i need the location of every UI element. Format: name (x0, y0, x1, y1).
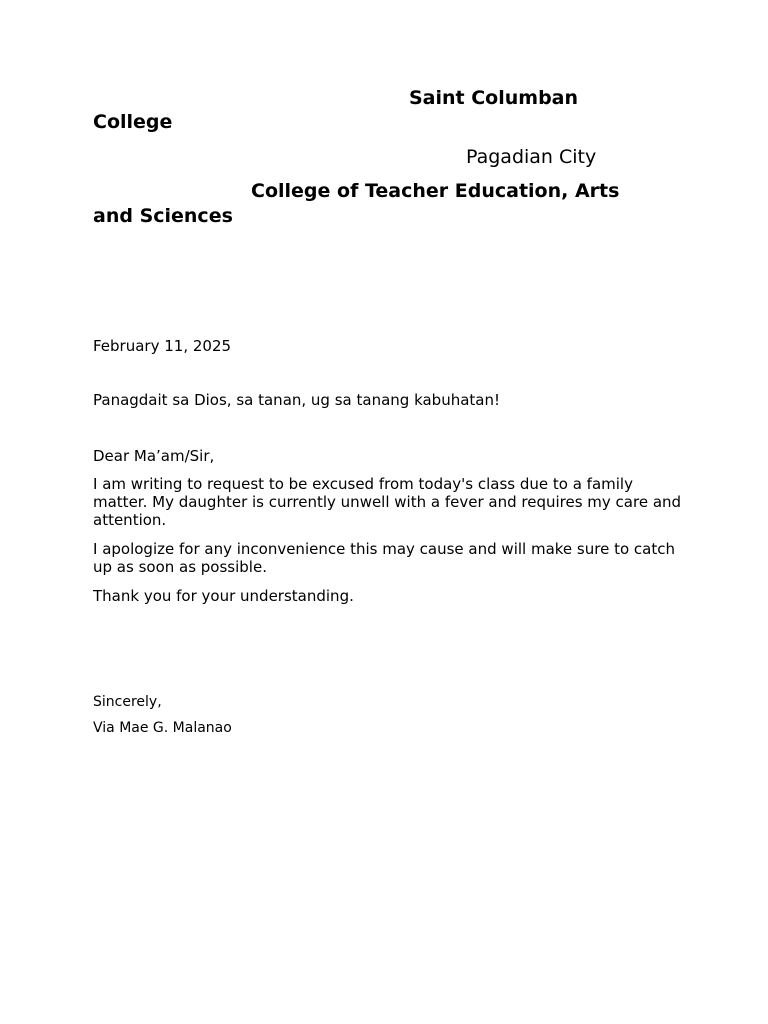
salutation: Dear Ma’am/Sir, (93, 447, 215, 465)
greeting-motto: Panagdait sa Dios, sa tanan, ug sa tanang kabuhatan! (93, 391, 500, 409)
body-paragraph: I am writing to request to be excused from today's class due to a family matter. My daughter is currently unwell with a fever and requires my care and attention. (93, 475, 682, 529)
school-name-line1: Saint Columban (409, 87, 579, 109)
department-line2: and Sciences (93, 205, 233, 227)
letter-date: February 11, 2025 (93, 337, 232, 355)
body-paragraph: I apologize for any inconvenience this may cause and will make sure to catch up as soon as possible. (93, 540, 675, 576)
signature-name: Via Mae G. Malanao (93, 720, 232, 736)
school-city: Pagadian City (466, 146, 597, 168)
department-line1: College of Teacher Education, Arts (251, 180, 620, 202)
school-name-line2: College (93, 111, 173, 133)
closing: Sincerely, (93, 694, 162, 710)
body-paragraph: Thank you for your understanding. (93, 587, 354, 605)
